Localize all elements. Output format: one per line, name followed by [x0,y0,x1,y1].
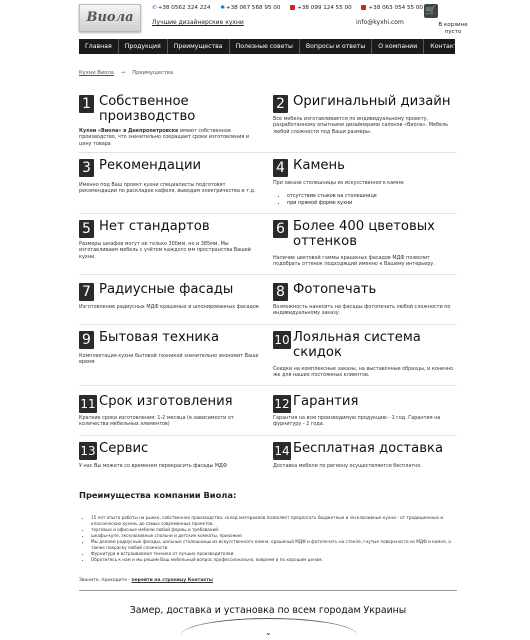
feature-number: 14 [274,444,290,458]
feature-number: 7 [79,283,94,301]
feature-number: 3 [79,159,94,177]
nav-tips[interactable]: Полезные советы [230,39,300,54]
feature-title: Собственное производство [99,94,196,124]
feature-1 [79,88,259,152]
advantages-title: Преимущества компании Виола: [79,490,237,500]
feature-number: 9 [79,331,94,349]
feature-desc: Все мебель изготавливается по индивидуальному проекту, разработанному опытными дизайнерами салонов «Виола». Мебель любой сложности под Ваши размеры. [273,116,449,135]
phone-4[interactable]: +38 063 054 55 00 [361,5,423,11]
feature-title: Срок изготовления [99,394,233,409]
feature-title: Радиусные фасады [99,282,234,297]
bottom-banner-text: Замер, доставка и установка по всем городам Украины [129,605,407,616]
contact-callout: Звоните, приходите - перейти на страницу Контакты [79,578,213,583]
feature-desc: Комплектация кухни бытовой техникой значительно экономит Ваше время [79,353,259,366]
divider [79,324,457,325]
feature-desc: Именно под Ваш проект кухни специалисты подготовят рекомендации по раскладке кафеля, выводам электричества и т.д. [79,182,256,195]
feature-desc: При заказе столешницы из искусственного камня: [273,180,405,186]
operator-icon [290,5,295,10]
logo-text: Виола [86,10,134,25]
feature-title: Нет стандартов [99,219,210,234]
list-item: • шкафы-купе, эксклюзивные спальни и детские комнаты, прихожие. [91,533,457,539]
cart-icon[interactable]: 🛒 [425,6,437,16]
feature-number: 4 [273,159,288,177]
main-nav [79,39,463,54]
divider [79,152,457,153]
list-item: • отсутствие стыков на столешнице [287,193,457,200]
feature-number: 13 [80,444,96,458]
feature-desc: Наличие цветовой гаммы крашеных фасадов МДФ позволит подобрать оттенок подходящий именно к Вашему интерьеру. [273,255,435,268]
phone-3[interactable]: +38 099 124 55 00 [290,5,352,11]
feature-desc: Краткие сроки изготовления: 1-2 месяца (в зависимости от количества мебельных элементов) [79,415,234,428]
phone-1[interactable]: ✆+38 0562 324 224 [152,5,211,11]
feature-desc: Размеры шкафов могут не только 300мм, но и 385мм. Мы изготавливаем мебель с учётом каждого мм пространства Вашей кухни. [79,241,251,260]
feature-title: Оригинальный дизайн [293,94,451,109]
breadcrumb-current: Преимущества [132,70,174,76]
tagline[interactable]: Лучшие дизайнерские кухни [152,19,244,26]
feature-number: 6 [273,220,288,238]
phone-list [152,5,432,11]
divider [79,274,457,275]
list-item: • Фурнитура и встраиваемая техника от лучших производителей. [91,551,457,557]
feature-2 [273,88,453,152]
feature-desc: Возможность нанесить на фасады фотопечать любой сложности по индивидуальному заказу. [273,304,451,317]
feature-number: 11 [80,397,96,411]
advantages-list [79,515,457,563]
feature-title: Более 400 цветовых оттенков [293,219,435,249]
feature-desc: Гарантия на всю производимую продукцию - 1 год. Гарантия на фурнитуру - 2 года. [273,415,441,428]
nav-about[interactable]: О компании [372,39,424,54]
operator-icon [361,5,366,10]
contacts-link[interactable]: перейти на страницу Контакты [131,578,213,583]
breadcrumb [79,70,173,76]
list-item: • торговые и офисные мебели любой формы и требований. [91,527,457,533]
divider [79,385,457,386]
nav-products[interactable]: Продукция [119,39,168,54]
email-link[interactable]: info@kyxhi.com [356,19,404,26]
nav-contacts[interactable]: Контакты [430,43,463,50]
breadcrumb-separator: → [120,70,126,76]
feature-desc: Доставка мебели по региону осуществляется бесплатно. [273,463,422,469]
logo[interactable] [79,4,141,32]
feature-title: Лояльная система скидок [293,330,421,360]
phone-2[interactable]: ✱+38 067 568 95 00 [220,5,281,11]
feature-desc: Скидки на комплексные заказы, на выставочные образцы, и конечно же для наших постоянных клиентов. [273,366,454,379]
feature-desc: Кухни «Виола» в Днепропетровске имеют собственное производство, что значительно сокращает сроки изготовления и цену товара [79,128,250,147]
list-item: • 15 лет опыта работы на рынке, собственное производство, склад материалов позволяет предлагать бюджетные и эксклюзивные кухни - от традиционных и классических кухонь до самых современных проектов. [91,515,457,527]
phone-icon: ✆ [152,5,157,11]
header [0,0,530,40]
feature-number: 1 [79,95,94,113]
list-item: • Мы делаем радиусные фасады, цельные столешницы из искусственного камня, крашеный МДФ и фотопечать на стекле, гнутые поверхности из МДФ и камня, а также покраску любой сложности. [91,539,457,551]
feature-title: Камень [293,158,345,173]
feature-number: 10 [274,333,290,347]
feature-title: Рекомендации [99,158,202,173]
divider [79,435,457,436]
list-item: • Обратитесь к нам и мы решим Ваш мебельный вопрос профессионально, вовремя и по хорошим ценам. [91,557,457,563]
nav-faq[interactable]: Вопросы и ответы [300,39,372,54]
cart-status[interactable]: В корзине пусто [438,22,468,35]
feature-number: 12 [274,397,290,411]
feature-number: 8 [273,283,288,301]
chevron-down-icon: ⌄ [265,628,272,637]
feature-title: Бесплатная доставка [293,441,444,456]
feature-number: 2 [273,95,288,113]
feature-title: Гарантия [293,394,359,409]
star-icon: ✱ [220,5,225,11]
feature-number: 5 [79,220,94,238]
list-item: • при прямой форме кухни [287,200,457,207]
nav-home[interactable]: Главная [79,39,119,54]
feature-desc: Изготовление радиусных МДФ крашеных и шпонированных фасадов [79,304,259,310]
breadcrumb-home[interactable]: Кухни Виола [79,70,114,76]
nav-advantages[interactable]: Преимущества [168,39,230,54]
feature-desc: У нас Вы можете со временем перекрасить фасады МДФ [79,463,228,469]
divider [79,213,457,214]
feature-title: Сервис [99,441,149,456]
feature-title: Бытовая техника [99,330,220,345]
feature-title: Фотопечать [293,282,377,297]
feature-bullets [273,193,457,206]
